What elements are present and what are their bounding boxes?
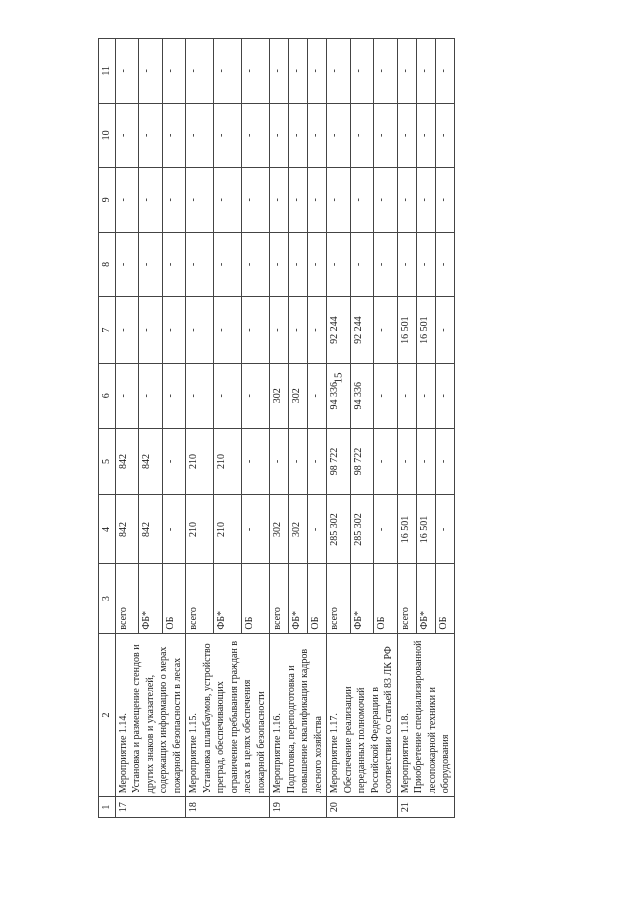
funding-source: всего	[115, 564, 139, 633]
value-cell: -	[308, 428, 327, 495]
value-cell: -	[139, 168, 163, 233]
value-cell: -	[242, 103, 270, 168]
value-cell: -	[435, 364, 454, 429]
value-cell: -	[270, 232, 289, 297]
value-cell: -	[162, 39, 186, 104]
value-cell: -	[162, 364, 186, 429]
value-cell: -	[162, 297, 186, 364]
value-cell: -	[270, 428, 289, 495]
value-cell: -	[397, 103, 416, 168]
value-cell: -	[162, 495, 186, 564]
value-cell: -	[374, 103, 398, 168]
value-cell: -	[139, 297, 163, 364]
header-cell: 1	[99, 797, 116, 818]
value-cell: -	[374, 495, 398, 564]
value-cell: -	[289, 297, 308, 364]
value-cell: -	[162, 232, 186, 297]
value-cell: -	[308, 168, 327, 233]
page-number: 15	[332, 372, 345, 384]
value-cell: 98 722	[327, 428, 351, 495]
value-cell: 842	[139, 495, 163, 564]
value-cell: -	[242, 168, 270, 233]
value-cell: -	[416, 168, 435, 233]
value-cell: -	[115, 39, 139, 104]
header-cell: 9	[99, 168, 116, 233]
value-cell: -	[416, 232, 435, 297]
value-cell: -	[435, 495, 454, 564]
value-cell: -	[214, 297, 242, 364]
header-row	[99, 39, 116, 818]
value-cell: -	[115, 297, 139, 364]
value-cell: -	[435, 232, 454, 297]
value-cell: -	[270, 297, 289, 364]
value-cell: -	[186, 232, 214, 297]
value-cell: -	[397, 168, 416, 233]
value-cell: -	[374, 297, 398, 364]
table-row	[115, 39, 139, 818]
value-cell: -	[397, 39, 416, 104]
value-cell: -	[374, 428, 398, 495]
value-cell: -	[139, 232, 163, 297]
value-cell: -	[374, 39, 398, 104]
measure-description: Мероприятие 1.17. Обеспечение реализации переданных полномочий Российской Федерации в соответствии со статьей 83 ЛК РФ	[327, 633, 398, 797]
header-cell: 8	[99, 232, 116, 297]
value-cell: -	[327, 168, 351, 233]
value-cell: -	[397, 232, 416, 297]
value-cell: -	[186, 297, 214, 364]
value-cell: -	[162, 428, 186, 495]
header-cell: 2	[99, 633, 116, 797]
budget-table	[98, 38, 455, 818]
value-cell: -	[242, 297, 270, 364]
value-cell: -	[139, 364, 163, 429]
value-cell: 16 501	[397, 495, 416, 564]
value-cell: -	[416, 39, 435, 104]
value-cell: -	[416, 428, 435, 495]
value-cell: -	[308, 39, 327, 104]
value-cell: -	[397, 364, 416, 429]
value-cell: -	[435, 103, 454, 168]
row-number: 17	[115, 797, 186, 818]
row-number: 18	[186, 797, 270, 818]
header-cell: 4	[99, 495, 116, 564]
funding-source: ФБ*	[214, 564, 242, 633]
header-cell: 10	[99, 103, 116, 168]
funding-source: ФБ*	[350, 564, 374, 633]
measure-description: Мероприятие 1.18. Приобретение специализированной лесопожарной техники и оборудования	[397, 633, 454, 797]
value-cell: -	[374, 364, 398, 429]
measure-description: Мероприятие 1.16. Подготовка, переподготовка и повышение квалификации кадров лесного хозяйства	[270, 633, 327, 797]
value-cell: -	[416, 103, 435, 168]
value-cell: 285 302	[350, 495, 374, 564]
funding-source: ОБ	[162, 564, 186, 633]
value-cell: 842	[115, 495, 139, 564]
value-cell: -	[308, 297, 327, 364]
value-cell: -	[350, 103, 374, 168]
value-cell: 16 501	[397, 297, 416, 364]
header-cell: 6	[99, 364, 116, 429]
value-cell: -	[186, 168, 214, 233]
value-cell: -	[139, 39, 163, 104]
value-cell: -	[186, 103, 214, 168]
table-row	[270, 39, 289, 818]
value-cell: -	[186, 364, 214, 429]
value-cell: -	[435, 297, 454, 364]
value-cell: -	[115, 364, 139, 429]
value-cell: -	[214, 232, 242, 297]
value-cell: -	[270, 103, 289, 168]
value-cell: -	[242, 232, 270, 297]
table-row	[397, 39, 416, 818]
table-row	[186, 39, 214, 818]
value-cell: -	[435, 428, 454, 495]
value-cell: -	[327, 103, 351, 168]
value-cell: 285 302	[327, 495, 351, 564]
value-cell: 98 722	[350, 428, 374, 495]
value-cell: 302	[289, 495, 308, 564]
value-cell: -	[435, 39, 454, 104]
row-number: 21	[397, 797, 454, 818]
value-cell: -	[289, 232, 308, 297]
value-cell: -	[350, 168, 374, 233]
value-cell: -	[289, 428, 308, 495]
value-cell: -	[327, 39, 351, 104]
funding-source: всего	[397, 564, 416, 633]
header-cell: 11	[99, 39, 116, 104]
value-cell: -	[115, 168, 139, 233]
measure-description: Мероприятие 1.15. Установка шлагбаумов, устройство преград, обеспечивающих ограничение пребывания граждан в лесах в целях обеспечения пожарной безопасности	[186, 633, 270, 797]
value-cell: 16 501	[416, 495, 435, 564]
row-number: 19	[270, 797, 327, 818]
value-cell: 94 336	[350, 364, 374, 429]
value-cell: 92 244	[327, 297, 351, 364]
measure-description: Мероприятие 1.14. Установка и размещение стендов и других знаков и указателей, содержащих информацию о мерах пожарной безопасности в лесах	[115, 633, 186, 797]
value-cell: -	[242, 39, 270, 104]
value-cell: 92 244	[350, 297, 374, 364]
funding-source: всего	[270, 564, 289, 633]
value-cell: -	[327, 232, 351, 297]
rotated-table-wrapper	[98, 38, 528, 818]
value-cell: 302	[289, 364, 308, 429]
value-cell: 210	[214, 428, 242, 495]
value-cell: -	[374, 168, 398, 233]
header-cell: 5	[99, 428, 116, 495]
row-number: 20	[327, 797, 398, 818]
funding-source: ФБ*	[289, 564, 308, 633]
header-cell: 7	[99, 297, 116, 364]
value-cell: 16 501	[416, 297, 435, 364]
value-cell: -	[397, 428, 416, 495]
funding-source: ОБ	[242, 564, 270, 633]
value-cell: 302	[270, 364, 289, 429]
funding-source: ФБ*	[139, 564, 163, 633]
funding-source: ОБ	[308, 564, 327, 633]
funding-source: ОБ	[374, 564, 398, 633]
value-cell: -	[115, 232, 139, 297]
value-cell: -	[308, 232, 327, 297]
value-cell: -	[270, 39, 289, 104]
value-cell: 210	[214, 495, 242, 564]
funding-source: ОБ	[435, 564, 454, 633]
value-cell: -	[374, 232, 398, 297]
value-cell: -	[350, 232, 374, 297]
value-cell: -	[214, 364, 242, 429]
value-cell: -	[350, 39, 374, 104]
value-cell: -	[435, 168, 454, 233]
value-cell: -	[186, 39, 214, 104]
value-cell: -	[308, 103, 327, 168]
value-cell: -	[308, 364, 327, 429]
table-row	[327, 39, 351, 818]
value-cell: 210	[186, 495, 214, 564]
header-cell: 3	[99, 564, 116, 633]
value-cell: -	[115, 103, 139, 168]
value-cell: -	[162, 168, 186, 233]
value-cell: 842	[115, 428, 139, 495]
value-cell: -	[242, 495, 270, 564]
value-cell: -	[214, 39, 242, 104]
value-cell: -	[242, 364, 270, 429]
value-cell: -	[139, 103, 163, 168]
value-cell: -	[162, 103, 186, 168]
value-cell: -	[289, 103, 308, 168]
value-cell: -	[289, 168, 308, 233]
value-cell: 210	[186, 428, 214, 495]
funding-source: всего	[327, 564, 351, 633]
value-cell: -	[214, 103, 242, 168]
value-cell: 94 336	[327, 364, 351, 429]
funding-source: ФБ*	[416, 564, 435, 633]
value-cell: -	[214, 168, 242, 233]
funding-source: всего	[186, 564, 214, 633]
value-cell: 842	[139, 428, 163, 495]
value-cell: -	[416, 364, 435, 429]
value-cell: -	[270, 168, 289, 233]
value-cell: 302	[270, 495, 289, 564]
table-body	[99, 39, 455, 818]
value-cell: -	[242, 428, 270, 495]
value-cell: -	[308, 495, 327, 564]
value-cell: -	[289, 39, 308, 104]
